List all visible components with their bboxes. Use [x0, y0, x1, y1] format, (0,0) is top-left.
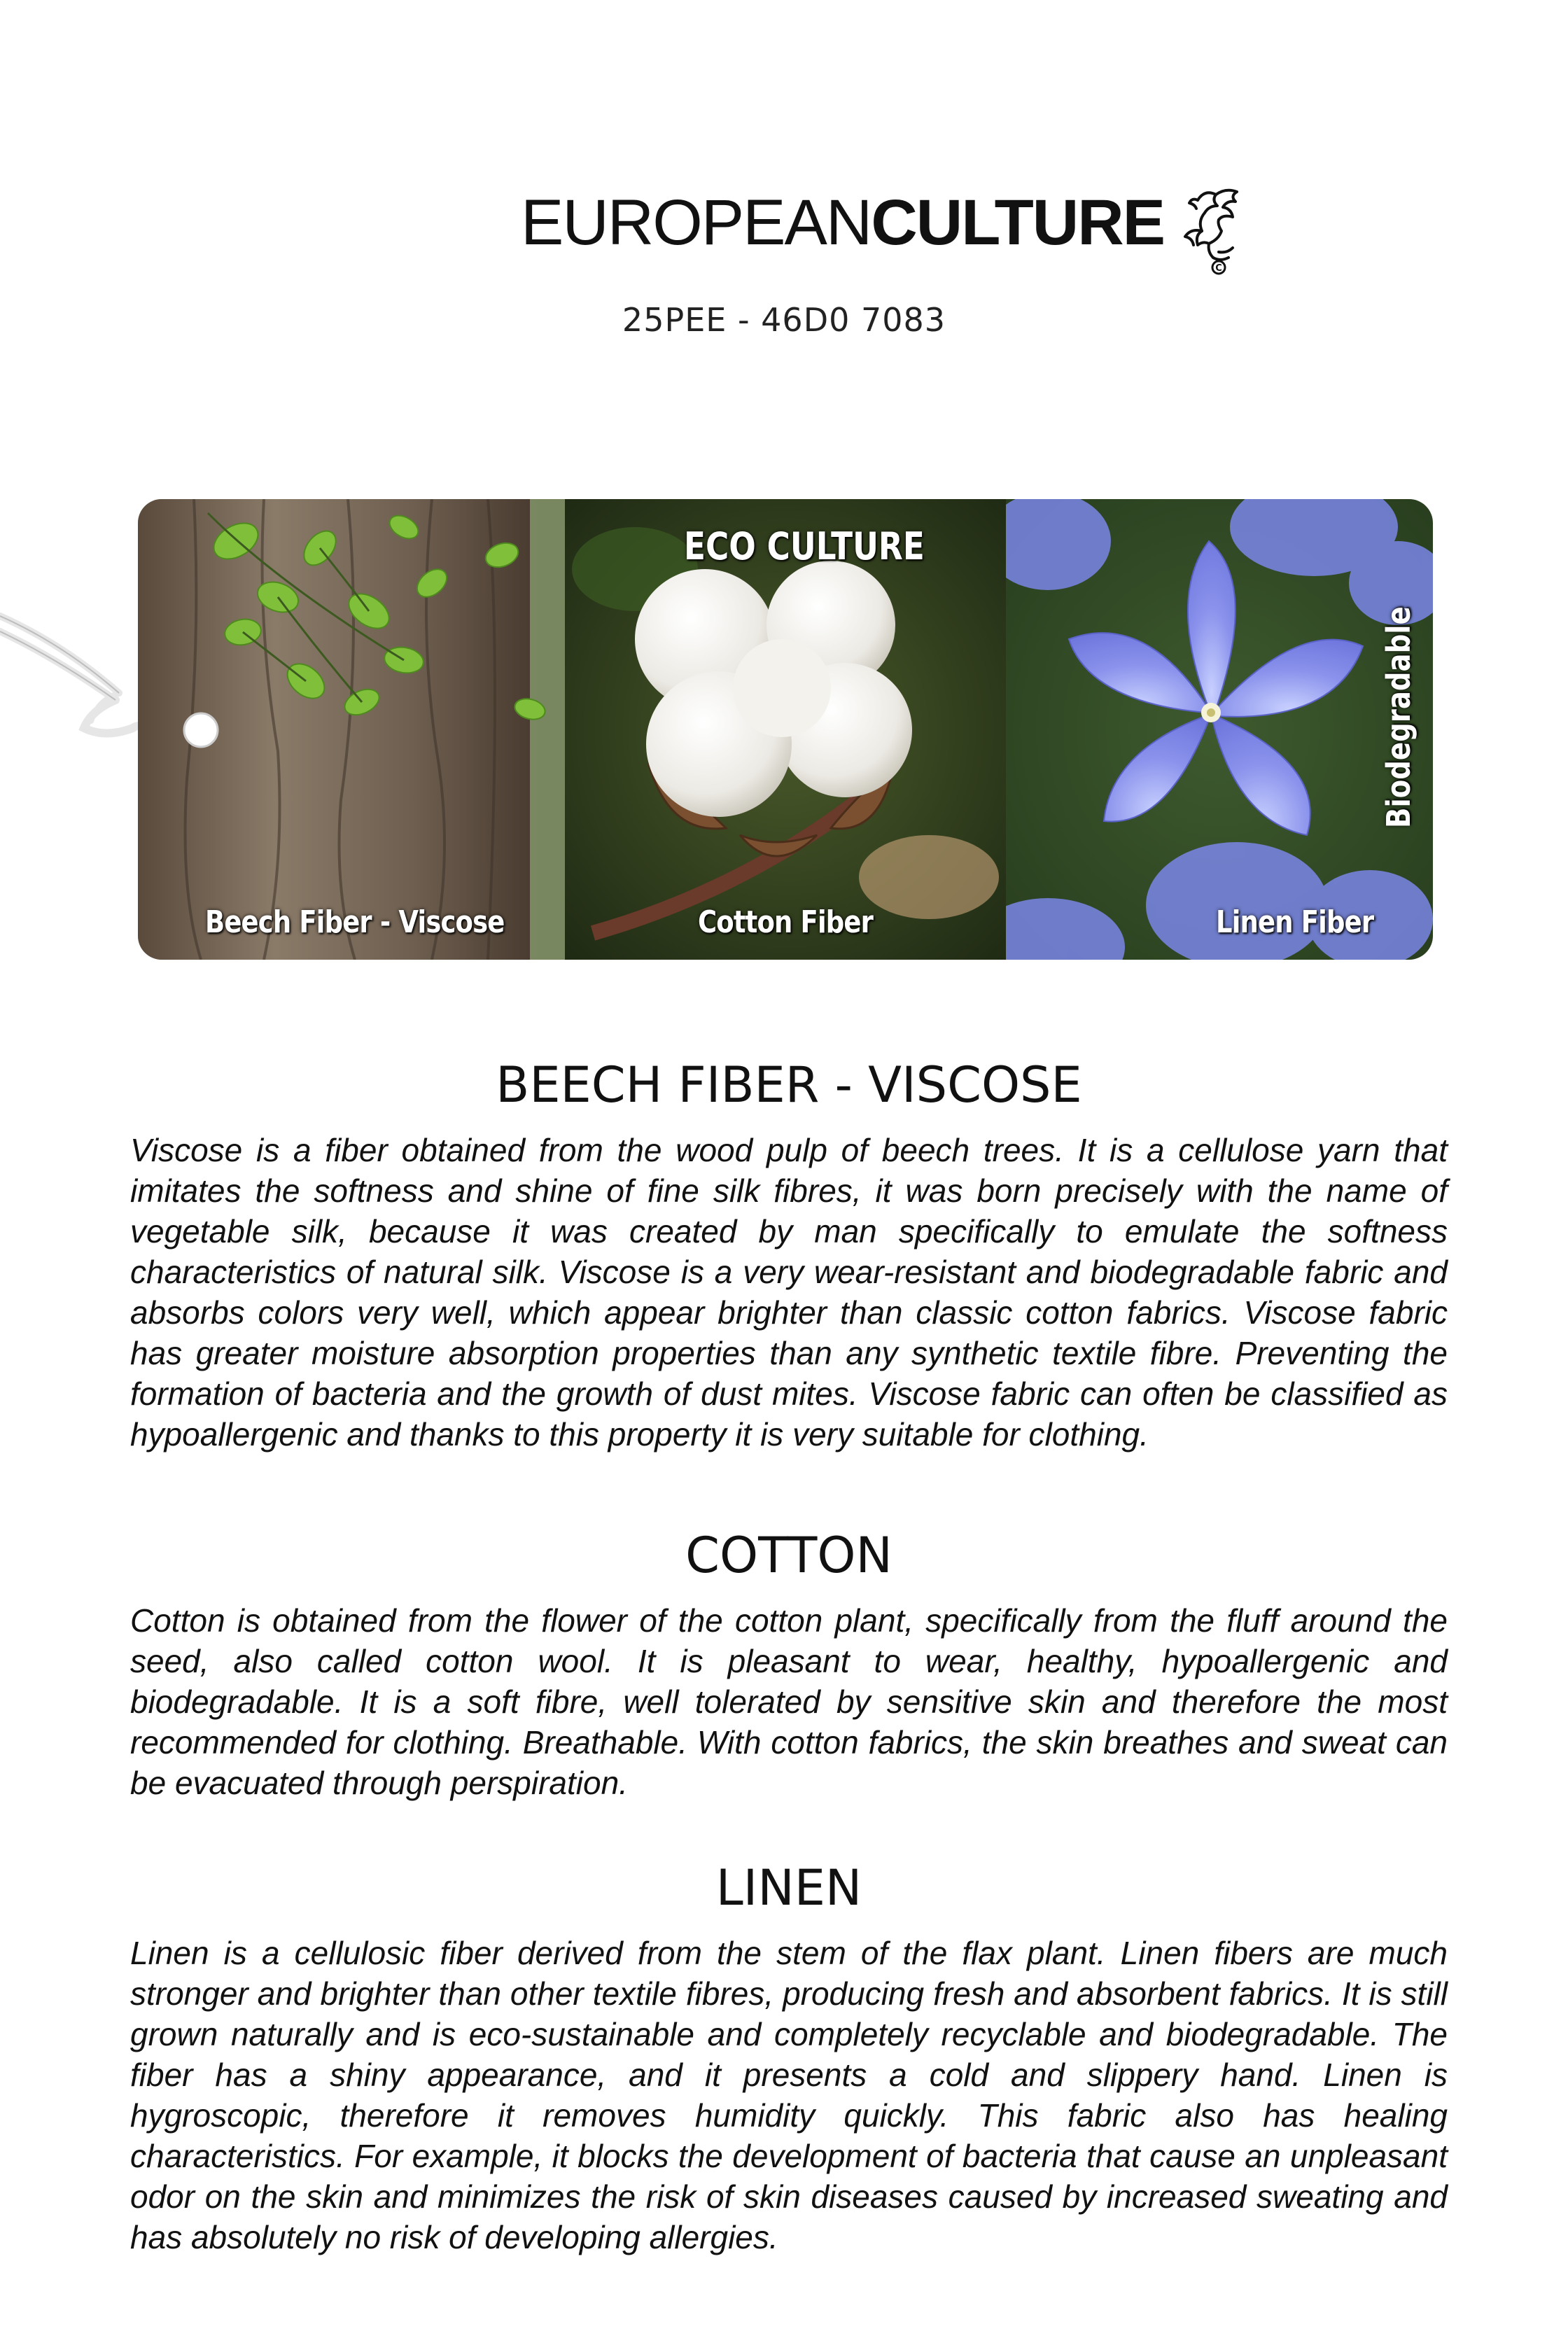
section-linen: [130, 1858, 1448, 2258]
section-body: Viscose is a fiber obtained from the wood pulp of beech trees. It is a cellulose yarn that imitates the softness and shine of fine silk fibres, it was born precisely with the name of vegetable silk, because it was created by man specifically to emulate the softness characteristics of natural silk. Viscose is a very wear-resistant and biodegradable fabric and absorbs colors very well, which appear brighter than classic cotton fabrics. Viscose fabric has greater moisture absorption properties than any synthetic textile fibre. Preventing the formation of bacteria and the growth of dust mites. Viscose fabric can often be classified as hypoallergenic and thanks to this property it is very suitable for clothing.: [130, 1132, 1448, 1452]
cotton-fiber-label: Cotton Fiber: [698, 904, 874, 940]
product-code: 25PEE - 46D0 7083: [622, 301, 946, 339]
griffin-logo-icon: [1177, 185, 1244, 279]
section-viscose: [130, 1056, 1448, 1455]
section-title: BEECH FIBER - VISCOSE: [496, 1056, 1082, 1114]
eco-culture-tag: [138, 499, 1433, 960]
beech-tree-image: [138, 499, 572, 960]
section-body: Linen is a cellulosic fiber derived from the stem of the flax plant. Linen fibers are much stronger and brighter than other textile fibres, producing fresh and absorbent fabrics. It is still grown naturally and is eco-sustainable and completely recyclable and biodegradable. The fiber has a shiny appearance, and it presents a cold and slippery hand. Linen is hygroscopic, therefore it removes humidity quickly. This fabric also has healing characteristics. For example, it blocks the development of bacteria that cause an unpleasant odor on the skin and minimizes the risk of skin diseases caused by increased sweating and has absolutely no risk of developing allergies.: [130, 1935, 1448, 2255]
eco-culture-title: ECO CULTURE: [684, 524, 925, 568]
flax-flower-image: [1006, 499, 1433, 960]
brand-name: [521, 189, 1164, 256]
svg-text:C: C: [1215, 263, 1222, 274]
linen-fiber-label: Linen Fiber: [1216, 904, 1374, 940]
brand-name-bold: CULTURE: [871, 187, 1165, 258]
biodegradable-label: Biodegradable: [1380, 606, 1418, 828]
brand-name-light: EUROPEAN: [521, 187, 872, 258]
section-cotton: [130, 1526, 1448, 1803]
beech-fiber-label: Beech Fiber - Viscose: [205, 904, 505, 940]
section-title: COTTON: [685, 1527, 892, 1584]
brand-header: [521, 189, 1244, 279]
section-title: LINEN: [715, 1859, 862, 1917]
section-body: Cotton is obtained from the flower of the cotton plant, specifically from the fluff around the seed, also called cotton wool. It is pleasant to wear, healthy, hypoallergenic and biodegradable. It is a soft fibre, well tolerated by sensitive skin and therefore the most recommended for clothing. Breathable. With cotton fabrics, the skin breathes and sweat can be evacuated through perspiration.: [130, 1602, 1448, 1801]
